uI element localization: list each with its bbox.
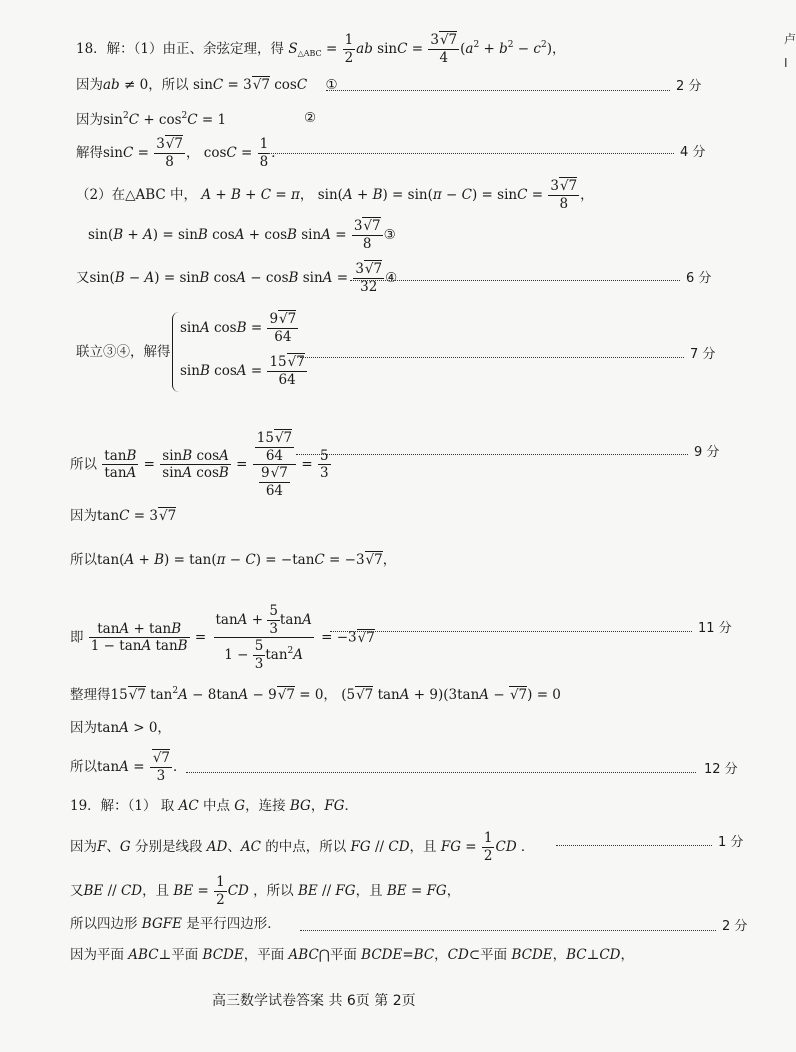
dot-leader [350, 280, 680, 281]
q19-line-2: 因为F、G 分别是线段 AD、AC 的中点，所以 FG // CD，且 FG = $\frac{1}{2}$ CD ． [70, 830, 535, 864]
q18-line-8: 联立③④，解得 [76, 344, 171, 360]
dot-leader [268, 153, 674, 154]
score-label: 12 分 [704, 762, 738, 777]
score-label: 1 分 [718, 835, 744, 850]
q18-line-2: 因为ab ≠ 0，所以 sinC = 3√7 cosC ① [76, 77, 338, 93]
q18-line-9: 所以 $\frac{\tan B}{\tan A}$ = $\frac{\text{sinB cosA}}{\text{sinA cosB}}$ = $\frac{\frac{15√7}{64}}{\frac{9√7}{64}}$ = $\frac{5}{3}$ [70, 430, 329, 499]
score-label: 7 分 [690, 347, 716, 362]
q18-line-4: 解得sinC = $\frac{3√7}{8}$ ， cosC = $\frac{1}{8}$ ． [76, 136, 285, 170]
system-eq-1: sinA cosB = $\frac{9√7}{64}$ [180, 311, 297, 345]
circled-mark: ② [304, 110, 317, 126]
q19-line-3: 又BE // CD，且 BE = $\frac{1}{2}$ CD ，所以 BE // FG，且 BE = FG， [70, 874, 461, 908]
score-label: 2 分 [722, 919, 748, 934]
system-eq-2: sinB cosA = $\frac{15√7}{64}$ [180, 354, 305, 388]
dot-leader [300, 930, 716, 931]
q18-line-1: 18．解：（1）由正、余弦定理，得 $S_{\triangle ABC}$ = $\frac{1}{2}$ ab sinC = $\frac{3√7}{4}$ $(a^2 + b^2 - c^2)$， [76, 32, 566, 66]
score-label: 6 分 [686, 271, 712, 286]
score-label: 2 分 [676, 79, 702, 94]
score-label: 11 分 [698, 621, 732, 636]
edge-mark: 卢 [784, 32, 796, 46]
system-brace [172, 312, 179, 392]
q18-line-12: 即 $\frac{\tan A + \tan B}{\text{1 − tanA tanB}}$ = tanA + $\frac{5}{3}$ tanA 1 − $\frac{5}{3}$ $\tan^2A$ = −3√7 [70, 603, 375, 672]
dot-leader [186, 772, 696, 773]
q18-line-13: 整理得15√7 $\tan^2A - 8\tan A - 9√7 = 0$， (5√7 tanA + 9)(3tanA − √7) = 0 [70, 686, 561, 703]
dot-leader [300, 357, 684, 358]
dot-leader [330, 631, 692, 632]
page-footer: 高三数学试卷答案 共 6页 第 2页 [212, 993, 416, 1009]
q19-line-5: 因为平面 ABC⊥平面 BCDE，平面 ABC⋂平面 BCDE=BC，CD⊂平面 BCDE，BC⊥CD， [70, 947, 634, 963]
q19-line-1: 19．解：（1） 取 AC 中点 G，连接 BG，FG． [70, 798, 359, 814]
dot-leader [326, 90, 670, 91]
q18-line-3: 因为$\sin^2C + \cos^2C = 1$ [76, 111, 227, 128]
q19-line-4: 所以四边形 BGFE 是平行四边形． [70, 916, 281, 932]
score-label: 9 分 [694, 445, 720, 460]
q18-line-6: sin(B + A) = sinB cosA + cosB sinA = $\frac{3√7}{8}$ ③ [88, 218, 396, 252]
q18-line-10: 因为tanC = 3√7 [70, 508, 177, 524]
dot-leader [556, 845, 712, 846]
edge-mark: I [784, 56, 788, 70]
q18-line-7: 又sin(B − A) = sinB cosA − cosB sinA = $\frac{3√7}{32}$ ④ [76, 261, 398, 295]
score-label: 4 分 [680, 145, 706, 160]
q18-line-5: （2）在△ABC 中， A + B + C = π， sin(A + B) = sin(π − C) = sinC = $\frac{3√7}{8}$ ， [76, 178, 594, 212]
q18-line-14: 因为tanA > 0， [70, 720, 171, 736]
q18-line-11: 所以tan(A + B) = tan(π − C) = −tanC = −3√7， [70, 552, 397, 568]
dot-leader [296, 454, 688, 455]
q18-line-15: 所以tanA = $\frac{√7}{3}$ ． [70, 750, 187, 784]
